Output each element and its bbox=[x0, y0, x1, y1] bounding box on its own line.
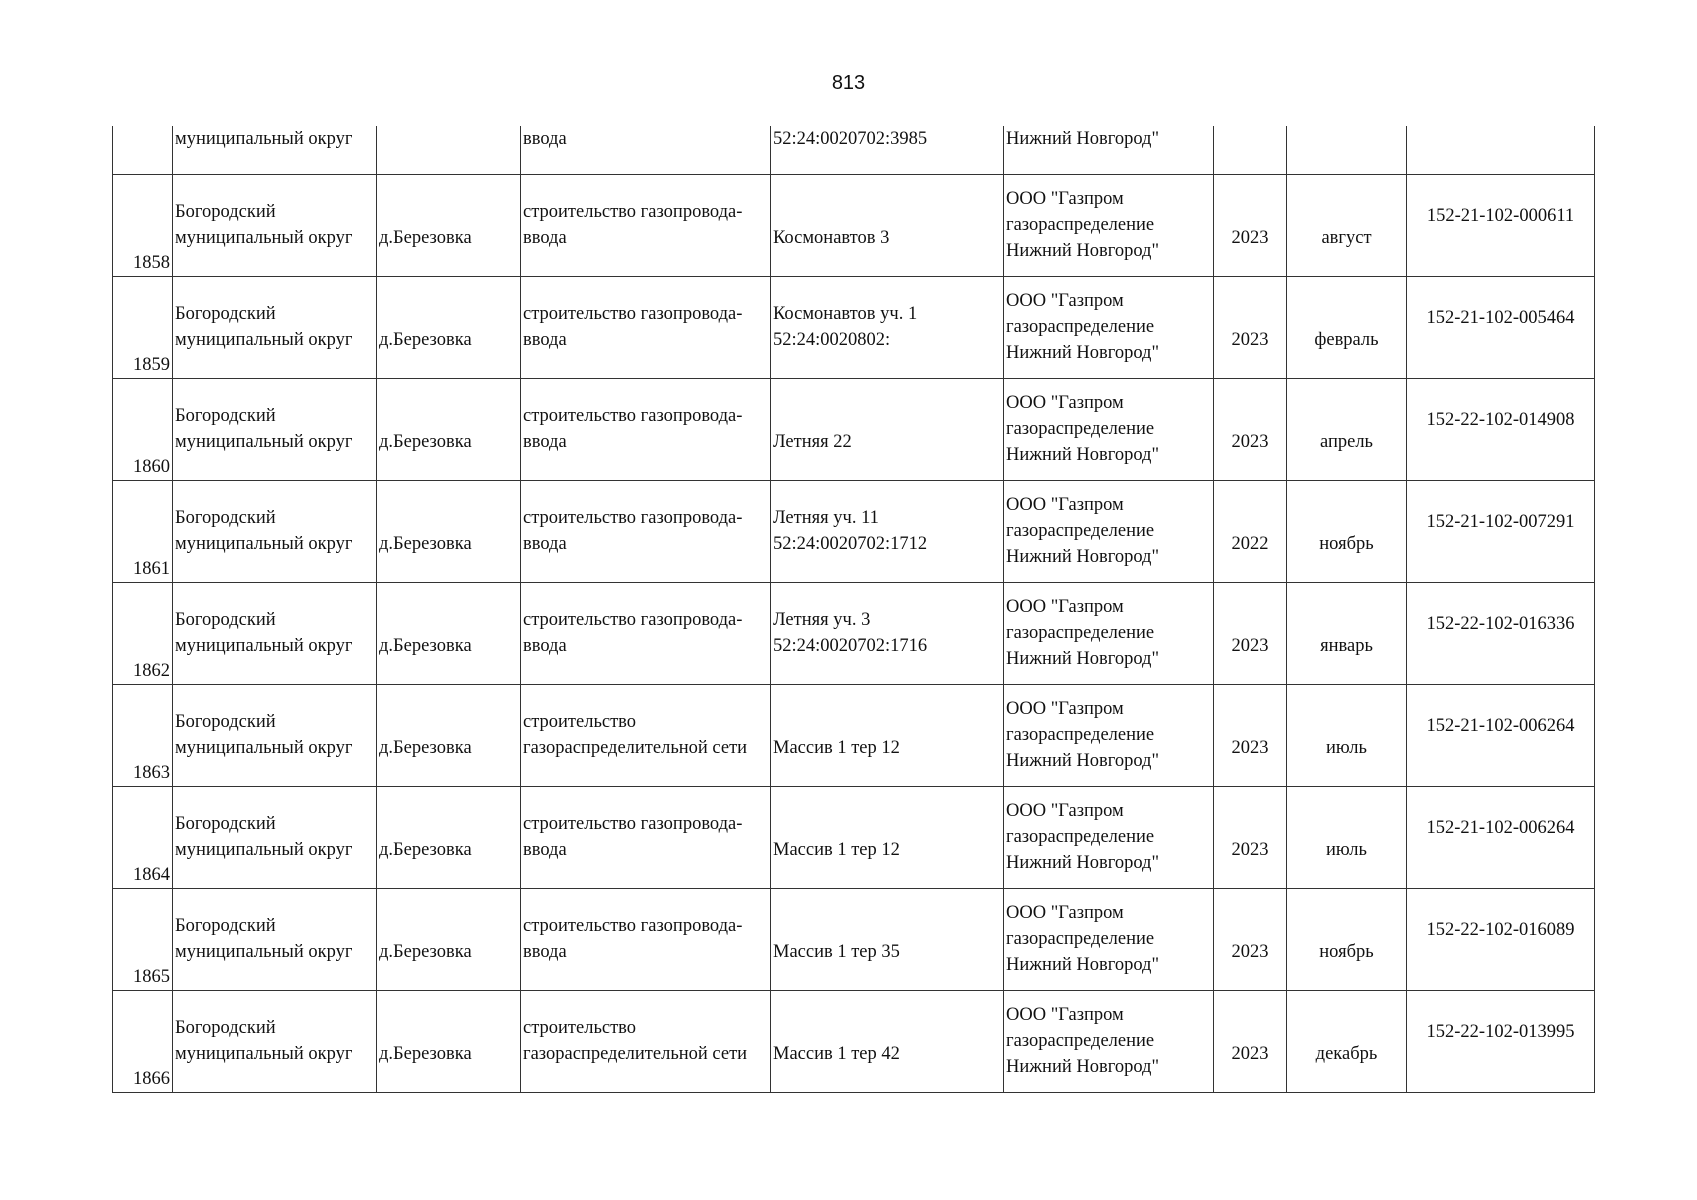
work-type-line-1: строительство газопровода- bbox=[523, 406, 743, 426]
row-number: 1858 bbox=[133, 252, 170, 273]
locality-cell bbox=[377, 174, 521, 276]
address-line-1 bbox=[773, 709, 1001, 735]
locality: д.Березовка bbox=[379, 534, 472, 554]
month: февраль bbox=[1314, 330, 1379, 350]
organization-line-3: Нижний Новгород" bbox=[1006, 241, 1160, 261]
address-line-2: Массив 1 тер 12 bbox=[773, 840, 900, 860]
work-type-cell bbox=[521, 684, 771, 786]
organization-line-2: газораспределение bbox=[1006, 1031, 1155, 1051]
month-cell bbox=[1287, 480, 1407, 582]
table-row-continued bbox=[113, 126, 1595, 174]
table-row bbox=[113, 582, 1595, 684]
work-type-line-2: ввода bbox=[523, 330, 567, 350]
district-line-2: муниципальный округ bbox=[175, 228, 353, 248]
district-cell: муниципальный округ bbox=[173, 126, 377, 174]
district-line-2: муниципальный округ bbox=[175, 636, 353, 656]
district-line-2: муниципальный округ bbox=[175, 1044, 353, 1064]
district-line-1: Богородский bbox=[175, 406, 276, 426]
work-type-line-2: газораспределительной сети bbox=[523, 1044, 748, 1064]
district-line-1: Богородский bbox=[175, 814, 276, 834]
address-line-2: Массив 1 тер 35 bbox=[773, 942, 900, 962]
organization-line-1: ООО "Газпром bbox=[1006, 291, 1124, 311]
locality: д.Березовка bbox=[379, 942, 472, 962]
work-type-line-1: строительство bbox=[523, 1018, 637, 1038]
month-cell bbox=[1287, 582, 1407, 684]
locality-cell bbox=[377, 990, 521, 1092]
organization-line-1: ООО "Газпром bbox=[1006, 597, 1124, 617]
year: 2023 bbox=[1231, 1044, 1269, 1064]
organization-line-2: газораспределение bbox=[1006, 215, 1155, 235]
organization-line-1: ООО "Газпром bbox=[1006, 801, 1124, 821]
month: ноябрь bbox=[1319, 942, 1374, 962]
organization-cell bbox=[1004, 684, 1214, 786]
row-number: 1863 bbox=[133, 762, 170, 783]
address-line-1: Летняя уч. 11 bbox=[773, 508, 879, 528]
organization-line-3: Нижний Новгород" bbox=[1006, 547, 1160, 567]
address-line-2: 52:24:0020702:1716 bbox=[773, 636, 928, 656]
table-body bbox=[113, 126, 1595, 1092]
row-number-cell bbox=[113, 126, 173, 174]
work-type-line-1: строительство газопровода- bbox=[523, 202, 743, 222]
code-cell bbox=[1407, 378, 1595, 480]
organization-line-3: Нижний Новгород" bbox=[1006, 751, 1160, 771]
work-type-line-2: ввода bbox=[523, 432, 567, 452]
address-cell bbox=[771, 888, 1004, 990]
work-type-cell bbox=[521, 174, 771, 276]
permit-code: 152-21-102-000611 bbox=[1426, 205, 1575, 226]
row-number: 1866 bbox=[133, 1068, 170, 1089]
permit-code: 152-22-102-016336 bbox=[1426, 613, 1575, 634]
year: 2022 bbox=[1231, 534, 1269, 554]
row-number-cell bbox=[113, 786, 173, 888]
organization-line-2: газораспределение bbox=[1006, 725, 1155, 745]
table-row bbox=[113, 990, 1595, 1092]
district-cell bbox=[173, 582, 377, 684]
district-cell bbox=[173, 276, 377, 378]
organization-cell bbox=[1004, 582, 1214, 684]
district-cell bbox=[173, 990, 377, 1092]
organization-line-3: Нижний Новгород" bbox=[1006, 343, 1160, 363]
address-cell bbox=[771, 786, 1004, 888]
table-row bbox=[113, 378, 1595, 480]
code-cell bbox=[1407, 126, 1595, 174]
table-row bbox=[113, 174, 1595, 276]
organization-cell bbox=[1004, 888, 1214, 990]
address-line-1: Космонавтов уч. 1 bbox=[773, 304, 918, 324]
row-number: 1861 bbox=[133, 558, 170, 579]
month-cell bbox=[1287, 786, 1407, 888]
row-number-cell bbox=[113, 276, 173, 378]
organization-line-1: ООО "Газпром bbox=[1006, 495, 1124, 515]
code-cell bbox=[1407, 888, 1595, 990]
organization-line-1: ООО "Газпром bbox=[1006, 393, 1124, 413]
organization-cell bbox=[1004, 174, 1214, 276]
code-cell bbox=[1407, 990, 1595, 1092]
year: 2023 bbox=[1231, 942, 1269, 962]
district-line-2: муниципальный округ bbox=[175, 534, 353, 554]
district-cell bbox=[173, 174, 377, 276]
locality-cell bbox=[377, 126, 521, 174]
row-number-cell bbox=[113, 684, 173, 786]
year-cell bbox=[1214, 378, 1287, 480]
work-type-line-1: строительство газопровода- bbox=[523, 916, 743, 936]
district-line-1: Богородский bbox=[175, 1018, 276, 1038]
month: апрель bbox=[1320, 432, 1373, 452]
table-row bbox=[113, 888, 1595, 990]
year-cell bbox=[1214, 480, 1287, 582]
organization-line-1: ООО "Газпром bbox=[1006, 903, 1124, 923]
district-line-1: Богородский bbox=[175, 202, 276, 222]
address-line-1 bbox=[773, 1015, 1001, 1041]
organization-line-3: Нижний Новгород" bbox=[1006, 649, 1160, 669]
work-type-cell bbox=[521, 276, 771, 378]
locality-cell bbox=[377, 786, 521, 888]
row-number-cell bbox=[113, 990, 173, 1092]
row-number-cell bbox=[113, 582, 173, 684]
address-line-2: Летняя 22 bbox=[773, 432, 852, 452]
year-cell bbox=[1214, 276, 1287, 378]
organization-line-3: Нижний Новгород" bbox=[1006, 445, 1160, 465]
address-line-2: 52:24:0020702:1712 bbox=[773, 534, 928, 554]
work-type-line-2: ввода bbox=[523, 636, 567, 656]
code-cell bbox=[1407, 480, 1595, 582]
code-cell bbox=[1407, 276, 1595, 378]
district-line-1: Богородский bbox=[175, 304, 276, 324]
work-type-line-2: ввода bbox=[523, 228, 567, 248]
row-number-cell bbox=[113, 174, 173, 276]
locality: д.Березовка bbox=[379, 738, 472, 758]
work-type-line-2: ввода bbox=[523, 534, 567, 554]
address-cell bbox=[771, 990, 1004, 1092]
address-line-1: Летняя уч. 3 bbox=[773, 610, 871, 630]
row-number: 1865 bbox=[133, 966, 170, 987]
work-type-cell bbox=[521, 990, 771, 1092]
table-row bbox=[113, 276, 1595, 378]
address-cell bbox=[771, 378, 1004, 480]
work-type-line-2: ввода bbox=[523, 942, 567, 962]
table-row bbox=[113, 480, 1595, 582]
address-line-2: Массив 1 тер 42 bbox=[773, 1044, 900, 1064]
district-line-1: Богородский bbox=[175, 916, 276, 936]
address-line-2: Космонавтов 3 bbox=[773, 228, 890, 248]
code-cell bbox=[1407, 786, 1595, 888]
year-cell bbox=[1214, 684, 1287, 786]
address-line-1 bbox=[773, 811, 1001, 837]
address-cell bbox=[771, 480, 1004, 582]
locality: д.Березовка bbox=[379, 1044, 472, 1064]
month-cell bbox=[1287, 990, 1407, 1092]
year: 2023 bbox=[1231, 738, 1269, 758]
organization-cell bbox=[1004, 990, 1214, 1092]
month: январь bbox=[1320, 636, 1373, 656]
organization-cell bbox=[1004, 480, 1214, 582]
district-cell bbox=[173, 684, 377, 786]
work-type-line-1: строительство газопровода- bbox=[523, 508, 743, 528]
work-type-line-1: строительство газопровода- bbox=[523, 304, 743, 324]
month-cell bbox=[1287, 378, 1407, 480]
month: декабрь bbox=[1315, 1044, 1378, 1064]
address-cell bbox=[771, 582, 1004, 684]
work-type-cell bbox=[521, 582, 771, 684]
work-type-cell bbox=[521, 480, 771, 582]
code-cell bbox=[1407, 684, 1595, 786]
work-type-line-1: строительство газопровода- bbox=[523, 610, 743, 630]
organization-line-3: Нижний Новгород" bbox=[1006, 955, 1160, 975]
district-line-1: Богородский bbox=[175, 712, 276, 732]
work-type-line-1: строительство газопровода- bbox=[523, 814, 743, 834]
permit-code: 152-21-102-007291 bbox=[1426, 511, 1575, 532]
organization-cell: Нижний Новгород" bbox=[1004, 126, 1214, 174]
district-line-2: муниципальный округ bbox=[175, 942, 353, 962]
address-cell bbox=[771, 276, 1004, 378]
district-cell bbox=[173, 480, 377, 582]
permit-code: 152-21-102-006264 bbox=[1426, 715, 1575, 736]
month: ноябрь bbox=[1319, 534, 1374, 554]
work-type-line-1: строительство bbox=[523, 712, 637, 732]
month: август bbox=[1321, 228, 1372, 248]
locality: д.Березовка bbox=[379, 432, 472, 452]
year-cell bbox=[1214, 582, 1287, 684]
organization-cell bbox=[1004, 786, 1214, 888]
work-type-cell bbox=[521, 786, 771, 888]
address-line-1 bbox=[773, 403, 1001, 429]
organization-line-1: ООО "Газпром bbox=[1006, 1005, 1124, 1025]
organization-line-1: ООО "Газпром bbox=[1006, 699, 1124, 719]
district-line-2: муниципальный округ bbox=[175, 840, 353, 860]
work-type-cell bbox=[521, 888, 771, 990]
district-line-2: муниципальный округ bbox=[175, 738, 353, 758]
district-line-1: Богородский bbox=[175, 508, 276, 528]
district-line-2: муниципальный округ bbox=[175, 432, 353, 452]
year-cell bbox=[1214, 990, 1287, 1092]
year: 2023 bbox=[1231, 432, 1269, 452]
month: июль bbox=[1326, 738, 1367, 758]
work-type-cell bbox=[521, 378, 771, 480]
month-cell bbox=[1287, 126, 1407, 174]
month-cell bbox=[1287, 276, 1407, 378]
permit-code: 152-21-102-005464 bbox=[1426, 307, 1575, 328]
row-number-cell bbox=[113, 888, 173, 990]
table-row bbox=[113, 786, 1595, 888]
locality-cell bbox=[377, 684, 521, 786]
year-cell bbox=[1214, 786, 1287, 888]
month-cell bbox=[1287, 888, 1407, 990]
district-line-1: Богородский bbox=[175, 610, 276, 630]
month-cell bbox=[1287, 174, 1407, 276]
address-cell bbox=[771, 174, 1004, 276]
work-type-cell: ввода bbox=[521, 126, 771, 174]
address-cell bbox=[771, 684, 1004, 786]
locality-cell bbox=[377, 480, 521, 582]
year-cell bbox=[1214, 174, 1287, 276]
code-cell bbox=[1407, 174, 1595, 276]
locality-cell bbox=[377, 378, 521, 480]
organization-line-1: ООО "Газпром bbox=[1006, 189, 1124, 209]
permit-code: 152-22-102-014908 bbox=[1426, 409, 1575, 430]
work-type-line-2: ввода bbox=[523, 840, 567, 860]
month: июль bbox=[1326, 840, 1367, 860]
year: 2023 bbox=[1231, 330, 1269, 350]
page-number: 813 bbox=[831, 72, 866, 94]
locality: д.Березовка bbox=[379, 330, 472, 350]
table-row bbox=[113, 684, 1595, 786]
row-number: 1860 bbox=[133, 456, 170, 477]
address-line-1 bbox=[773, 199, 1001, 225]
organization-line-2: газораспределение bbox=[1006, 317, 1155, 337]
permit-code: 152-22-102-013995 bbox=[1426, 1021, 1575, 1042]
year-cell bbox=[1214, 888, 1287, 990]
locality-cell bbox=[377, 888, 521, 990]
locality: д.Березовка bbox=[379, 840, 472, 860]
row-number: 1864 bbox=[133, 864, 170, 885]
address-line-2: Массив 1 тер 12 bbox=[773, 738, 900, 758]
locality-cell bbox=[377, 582, 521, 684]
permit-code: 152-22-102-016089 bbox=[1426, 919, 1575, 940]
organization-cell bbox=[1004, 378, 1214, 480]
year: 2023 bbox=[1231, 636, 1269, 656]
organization-cell bbox=[1004, 276, 1214, 378]
row-number: 1859 bbox=[133, 354, 170, 375]
organization-line-3: Нижний Новгород" bbox=[1006, 853, 1160, 873]
organization-line-2: газораспределение bbox=[1006, 521, 1155, 541]
year: 2023 bbox=[1231, 228, 1269, 248]
row-number-cell bbox=[113, 480, 173, 582]
organization-line-3: Нижний Новгород" bbox=[1006, 1057, 1160, 1077]
district-cell bbox=[173, 888, 377, 990]
code-cell bbox=[1407, 582, 1595, 684]
row-number: 1862 bbox=[133, 660, 170, 681]
address-line-2: 52:24:0020802: bbox=[773, 330, 891, 350]
month-cell bbox=[1287, 684, 1407, 786]
district-cell bbox=[173, 786, 377, 888]
district-line-2: муниципальный округ bbox=[175, 330, 353, 350]
organization-line-2: газораспределение bbox=[1006, 419, 1155, 439]
year-cell bbox=[1214, 126, 1287, 174]
work-type-line-2: газораспределительной сети bbox=[523, 738, 748, 758]
locality: д.Березовка bbox=[379, 228, 472, 248]
organization-line-2: газораспределение bbox=[1006, 929, 1155, 949]
address-line-1 bbox=[773, 913, 1001, 939]
year: 2023 bbox=[1231, 840, 1269, 860]
locality: д.Березовка bbox=[379, 636, 472, 656]
permit-code: 152-21-102-006264 bbox=[1426, 817, 1575, 838]
organization-line-2: газораспределение bbox=[1006, 827, 1155, 847]
address-cell: 52:24:0020702:3985 bbox=[771, 126, 1004, 174]
district-cell bbox=[173, 378, 377, 480]
gas-connection-table bbox=[112, 126, 1595, 1093]
organization-line-2: газораспределение bbox=[1006, 623, 1155, 643]
locality-cell bbox=[377, 276, 521, 378]
row-number-cell bbox=[113, 378, 173, 480]
